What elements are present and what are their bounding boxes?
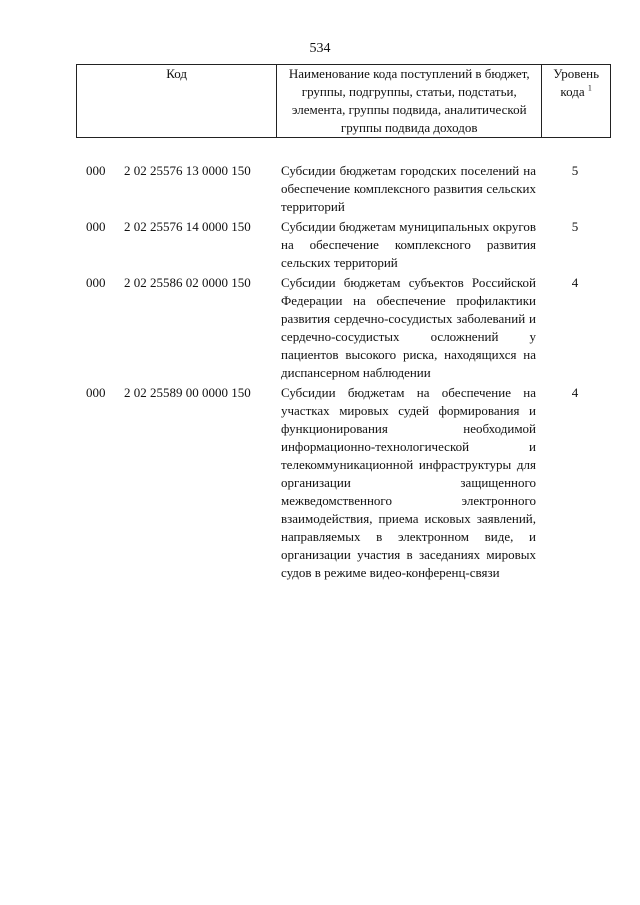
header-level-footnote: 1: [587, 83, 592, 93]
row-name: Субсидии бюджетам муниципальных округов на обеспечение комплексного развития сельских территорий: [281, 219, 536, 270]
table-row: [0, 274, 640, 382]
row-name: Субсидии бюджетам городских поселений на обеспечение комплексного развития сельских территорий: [281, 163, 536, 214]
row-code: 2 02 25576 14 0000 150: [124, 219, 251, 234]
row-class-code: 000: [86, 385, 106, 400]
header-name: [277, 65, 542, 138]
header-level: [542, 65, 611, 138]
row-class-code: 000: [86, 219, 106, 234]
table-row: [0, 384, 640, 582]
row-level: 5: [571, 219, 579, 234]
row-name: Субсидии бюджетам субъектов Российской Федерации на обеспечение профилактики развития сердечно-сосудистых заболеваний и сердечно-сосудистых осложнений у пациентов высокого риска, находящихся на диспансерном наблюдении: [281, 275, 536, 380]
row-class-code: 000: [86, 275, 106, 290]
header-row: [77, 65, 611, 138]
table-header: [76, 64, 611, 138]
header-code-label: Код: [166, 66, 187, 81]
row-code: 2 02 25589 00 0000 150: [124, 385, 251, 400]
row-code: 2 02 25576 13 0000 150: [124, 163, 251, 178]
row-code: 2 02 25586 02 0000 150: [124, 275, 251, 290]
row-class-code: 000: [86, 163, 106, 178]
row-name: Субсидии бюджетам на обеспечение на участках мировых судей формирования и функционирования необходимой информационно-технологической и телекоммуникационной инфраструктуры для организации защищенного межведомственного электронного взаимодействия, приема исковых заявлений, направляемых в электронном виде, и организации участия в заседаниях мировых судов в режиме видео-конференц-связи: [281, 385, 536, 580]
table-body: [0, 162, 640, 582]
table-row: [0, 162, 640, 216]
header-name-label: Наименование кода поступлений в бюджет, группы, подгруппы, статьи, подстатьи, элемента, группы подвида, аналитической группы подвида доходов: [288, 66, 530, 135]
page-number: 534: [309, 41, 331, 56]
row-level: 4: [571, 385, 579, 400]
header-code: [77, 65, 277, 138]
row-level: 5: [571, 163, 579, 178]
table-row: [0, 218, 640, 272]
header-level-label: Уровень кода: [553, 66, 600, 99]
row-level: 4: [571, 275, 579, 290]
